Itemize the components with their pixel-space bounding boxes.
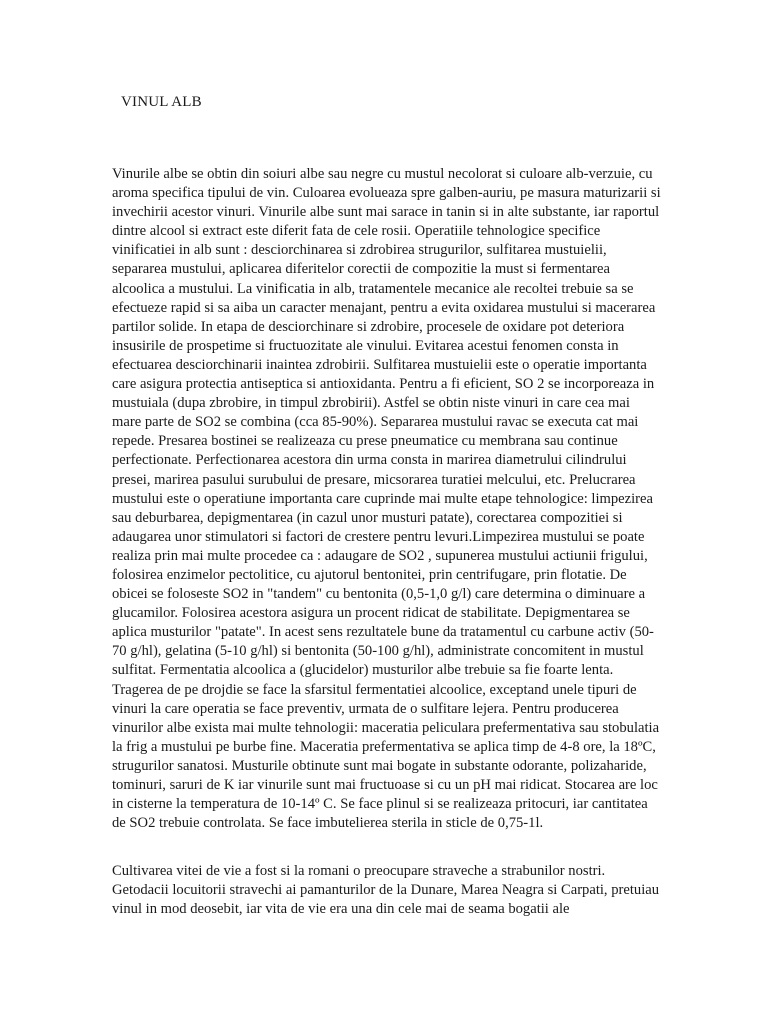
paragraph-white-wine-process: Vinurile albe se obtin din soiuri albe sau negre cu mustul necolorat si culoare alb-verzuie, cu aroma specifica tipului de vin. Culoarea evolueaza spre galben-auriu, pe masura maturizarii si invechirii acestor vinuri. Vinurile albe sunt mai sarace in tanin si in alte substante, iar raportul dintre alcool si extract este diferit fata de cele rosii. Operatiile tehnologice specifice vinificatiei in alb sunt : desciorchinarea si zdrobirea strugurilor, sulfitarea mustuielii, separarea mustului, aplicarea diferitelor corectii de compozitie la must si fermentarea alcoolica a mustului. La vinificatia in alb, tratamentele mecanice ale recoltei trebuie sa se efectueze rapid si sa aiba un caracter menajant, pentru a evita oxidarea mustului si macerarea partilor solide. In etapa de desciorchinare si zdrobire, procesele de oxidare pot deteriora insusirile de prospetime si fructuozitate ale vinului. Evitarea acestui fenomen consta in efectuarea desciorchinarii inaintea zdrobirii. Sulfitarea mustuielii este o operatie importanta care asigura protectia antiseptica si antioxidanta. Pentru a fi eficient, SO 2 se incorporeaza in mustuiala (dupa zbrobire, in timpul zbrobirii). Astfel se obtin niste vinuri in care cea mai mare parte de SO2 se combina (cca 85-90%). Separarea mustului ravac se executa cat mai repede. Presarea bostinei se realizeaza cu prese pneumatice cu membrana sau continue perfectionate. Perfectionarea acestora din urma consta in marirea diametrului cilindrului presei, marirea pasului surubului de presare, micsorarea turatiei melcului, etc. Prelucrarea mustului este o operatiune importanta care cuprinde mai multe etape tehnologice: limpezirea sau deburbarea, depigmentarea (in cazul unor musturi patate), corectarea compozitiei si adaugarea unor stimulatori si factori de crestere pentru levuri.Limpezirea mustului se poate realiza prin mai multe procedee ca : adaugare de SO2 , supunerea mustului actiunii frigului, folosirea enzimelor pectolitice, cu ajutorul bentonitei, prin centrifugare, prin flotatie. De obicei se foloseste SO2 in "tandem" cu bentonita (0,5-1,0 g/l) care determina o diminuare a glucamilor. Folosirea acestora asigura un procent ridicat de stabilitate. Depigmentarea se aplica musturilor "patate". In acest sens rezultatele bune da tratamentul cu carbune activ (50-70 g/hl), gelatina (5-10 g/hl) si bentonita (50-100 g/hl), administrate concomitent in mustul sulfitat. Fermentatia alcoolica a (glucidelor) musturilor albe trebuie sa fie foarte lenta. Tragerea de pe drojdie se face la sfarsitul fermentatiei alcoolice, exceptand unele tipuri de vinuri la care operatia se face preventiv, urmata de o sulfitare lejera. Pentru producerea vinurilor albe exista mai multe tehnologii: maceratia peliculara prefermentativa sau stobulatia la frig a mustului pe burbe fine. Maceratia prefermentativa se aplica timp de 4-8 ore, la 18ºC, strugurilor sanatosi. Musturile obtinute sunt mai bogate in substante odorante, polizaharide, tominuri, saruri de K iar vinurile sunt mai fructuoase si cu un pH mai ridicat. Stocarea are loc in cisterne la temperatura de 10-14º C. Se face plinul si se realizeaza pritocuri, iar cantitatea de SO2 trebuie controlata. Se face imbutelierea sterila in sticle de 0,75-1l.	[112, 166, 661, 832]
paragraph-vine-history: Cultivarea vitei de vie a fost si la romani o preocupare straveche a strabunilor nostri. Getodacii locuitorii stravechi ai pamanturilor de la Dunare, Marea Neagra si Carpati, pretuiau vinul in mod deosebit, iar vita de vie era una din cele mai de seama bogatii ale	[112, 863, 660, 918]
document-title: VINUL ALB	[121, 94, 202, 110]
